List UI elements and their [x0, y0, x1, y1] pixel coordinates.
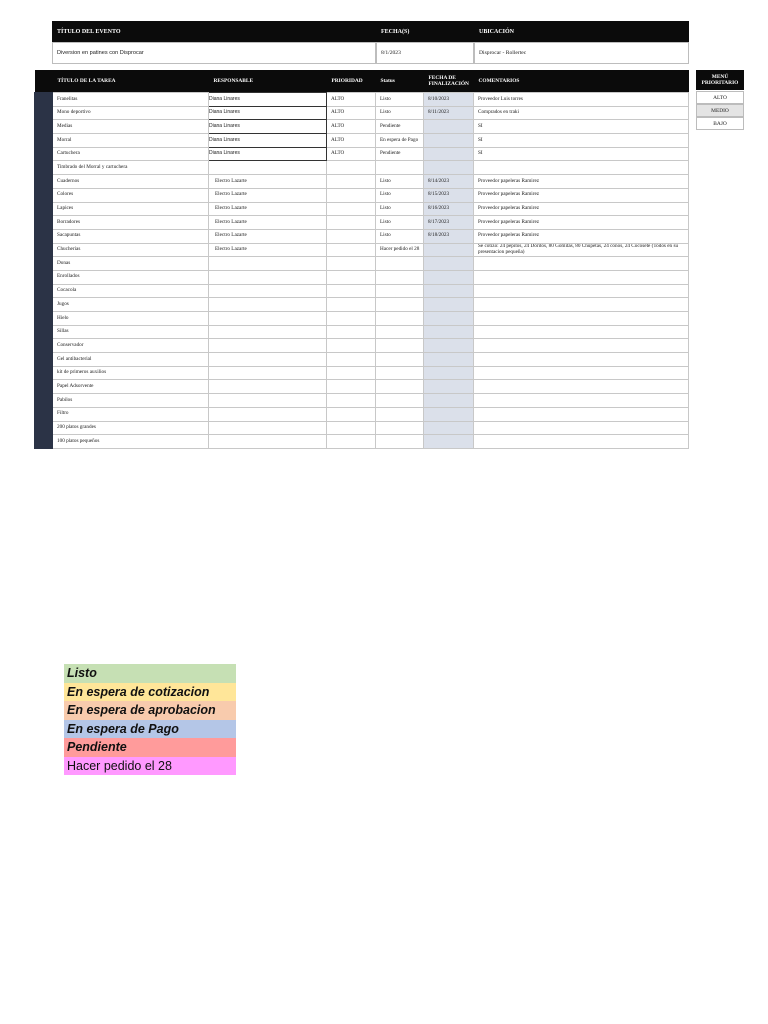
status-cell[interactable] [376, 284, 424, 298]
end-date-cell[interactable] [424, 270, 474, 284]
row-number-cell[interactable] [35, 407, 53, 421]
owner-cell[interactable]: Diana Linares [209, 147, 327, 161]
end-date-cell[interactable]: 8/18/2023 [424, 229, 474, 243]
priority-cell[interactable] [327, 216, 376, 230]
task-title-cell[interactable]: Morral [53, 134, 209, 148]
status-cell[interactable] [376, 421, 424, 435]
priority-cell[interactable] [327, 380, 376, 394]
owner-cell[interactable]: Electro Lazarte [209, 229, 327, 243]
task-title-cell[interactable]: Enrollados [53, 270, 209, 284]
task-title-cell[interactable]: Medias [53, 120, 209, 134]
comment-cell[interactable] [474, 161, 689, 175]
end-date-cell[interactable]: 8/15/2023 [424, 188, 474, 202]
task-title-cell[interactable]: Lapices [53, 202, 209, 216]
table-row [35, 380, 689, 394]
end-date-cell[interactable] [424, 257, 474, 271]
row-number-cell[interactable] [35, 202, 53, 216]
owner-cell[interactable] [209, 421, 327, 435]
status-cell[interactable] [376, 435, 424, 449]
owner-cell[interactable]: Diana Linares [209, 93, 327, 107]
task-title-cell[interactable]: Borradores [53, 216, 209, 230]
comment-cell[interactable] [474, 312, 689, 326]
owner-header: RESPONSABLE [209, 70, 327, 93]
table-row [35, 188, 689, 202]
table-row [35, 353, 689, 367]
priority-cell[interactable] [327, 325, 376, 339]
owner-cell[interactable] [209, 284, 327, 298]
row-number-cell[interactable] [35, 120, 53, 134]
table-row [35, 298, 689, 312]
owner-cell[interactable] [209, 366, 327, 380]
task-title-cell[interactable]: Filtro [53, 407, 209, 421]
table-row [35, 366, 689, 380]
end-date-cell[interactable]: 8/14/2023 [424, 175, 474, 189]
status-cell[interactable]: Listo [376, 202, 424, 216]
row-number-cell[interactable] [35, 106, 53, 120]
end-date-cell[interactable] [424, 243, 474, 257]
status-cell[interactable] [376, 325, 424, 339]
row-number-cell[interactable] [35, 93, 53, 107]
end-date-cell[interactable] [424, 353, 474, 367]
status-header: Status [376, 70, 424, 93]
table-row [35, 421, 689, 435]
owner-cell[interactable]: Diana Linares [209, 120, 327, 134]
event-date-value: 8/1/2023 [376, 42, 474, 64]
task-title-header: TÍTULO DE LA TAREA [53, 70, 209, 93]
legend-listo: Listo [64, 664, 236, 683]
legend-hacer-pedido: Hacer pedido el 28 [64, 757, 236, 776]
row-number-cell[interactable] [35, 134, 53, 148]
comment-cell[interactable]: SI [474, 134, 689, 148]
row-number-cell[interactable] [35, 421, 53, 435]
table-row [35, 257, 689, 271]
legend-espera-aprobacion: En espera de aprobacion [64, 701, 236, 720]
end-date-cell[interactable] [424, 435, 474, 449]
end-date-cell[interactable]: 8/10/2023 [424, 93, 474, 107]
task-title-cell[interactable]: Donas [53, 257, 209, 271]
comment-cell[interactable] [474, 407, 689, 421]
comment-cell[interactable] [474, 380, 689, 394]
comment-cell[interactable] [474, 394, 689, 408]
end-date-cell[interactable] [424, 339, 474, 353]
task-title-cell[interactable]: Sacapuntas [53, 229, 209, 243]
status-cell[interactable] [376, 394, 424, 408]
row-number-cell[interactable] [35, 394, 53, 408]
owner-cell[interactable]: Electro Lazarte [209, 202, 327, 216]
comment-cell[interactable] [474, 257, 689, 271]
priority-cell[interactable] [327, 366, 376, 380]
status-cell[interactable]: Hacer pedido el 28 [376, 243, 424, 257]
comment-cell[interactable] [474, 325, 689, 339]
task-title-cell[interactable]: Franelitas [53, 93, 209, 107]
owner-cell[interactable] [209, 312, 327, 326]
task-table-body [35, 93, 689, 449]
priority-cell[interactable] [327, 188, 376, 202]
end-date-cell[interactable] [424, 312, 474, 326]
task-title-cell[interactable]: kit de primeros auxilios [53, 366, 209, 380]
owner-cell[interactable] [209, 270, 327, 284]
owner-cell[interactable] [209, 380, 327, 394]
comment-cell[interactable]: SI [474, 147, 689, 161]
legend-pendiente: Pendiente [64, 738, 236, 757]
table-row [35, 134, 689, 148]
task-title-cell[interactable]: 200 platos grandes [53, 421, 209, 435]
owner-cell[interactable] [209, 394, 327, 408]
comment-cell[interactable] [474, 284, 689, 298]
owner-cell[interactable] [209, 325, 327, 339]
table-row [35, 407, 689, 421]
end-date-cell[interactable] [424, 325, 474, 339]
row-number-cell[interactable] [35, 229, 53, 243]
status-cell[interactable] [376, 161, 424, 175]
priority-cell[interactable] [327, 407, 376, 421]
priority-cell[interactable] [327, 421, 376, 435]
row-number-cell[interactable] [35, 366, 53, 380]
table-row [35, 229, 689, 243]
priority-cell[interactable] [327, 257, 376, 271]
owner-cell[interactable] [209, 298, 327, 312]
status-cell[interactable] [376, 353, 424, 367]
priority-menu [696, 70, 744, 130]
comment-cell[interactable]: SI [474, 120, 689, 134]
event-title-value: Diversion en patines con Disprocar [52, 42, 376, 64]
priority-cell[interactable] [327, 284, 376, 298]
task-title-cell[interactable]: Sillas [53, 325, 209, 339]
table-row [35, 202, 689, 216]
end-date-cell[interactable] [424, 394, 474, 408]
comment-cell[interactable] [474, 435, 689, 449]
event-location-header: UBICACIÓN [474, 21, 689, 42]
table-row [35, 175, 689, 189]
task-title-cell[interactable]: Chucherias [53, 243, 209, 257]
priority-cell[interactable] [327, 339, 376, 353]
task-title-cell[interactable]: Timbrado del Morral y cartuchera [53, 161, 209, 175]
status-cell[interactable] [376, 257, 424, 271]
status-cell[interactable]: Pendiente [376, 120, 424, 134]
task-table-header-row [35, 70, 689, 93]
status-cell[interactable]: Listo [376, 216, 424, 230]
task-title-cell[interactable]: Colores [53, 188, 209, 202]
priority-cell[interactable] [327, 175, 376, 189]
status-cell[interactable]: Listo [376, 106, 424, 120]
table-row [35, 435, 689, 449]
end-date-cell[interactable] [424, 366, 474, 380]
row-number-cell[interactable] [35, 298, 53, 312]
task-title-cell[interactable]: Cuadernos [53, 175, 209, 189]
end-date-cell[interactable]: 8/11/2023 [424, 106, 474, 120]
owner-cell[interactable] [209, 339, 327, 353]
end-date-cell[interactable] [424, 380, 474, 394]
row-number-cell[interactable] [35, 284, 53, 298]
comment-cell[interactable]: Proveedor papeleras Ramirez [474, 229, 689, 243]
table-row [35, 325, 689, 339]
row-number-cell[interactable] [35, 312, 53, 326]
task-table [34, 70, 689, 449]
task-title-cell[interactable]: Papel Adsorvente [53, 380, 209, 394]
priority-cell[interactable]: ALTO [327, 120, 376, 134]
owner-cell[interactable]: Electro Lazarte [209, 216, 327, 230]
owner-cell[interactable]: Electro Lazarte [209, 243, 327, 257]
owner-cell[interactable] [209, 161, 327, 175]
table-row [35, 106, 689, 120]
end-date-cell[interactable] [424, 161, 474, 175]
owner-cell[interactable]: Diana Linares [209, 134, 327, 148]
row-number-cell[interactable] [35, 257, 53, 271]
owner-cell[interactable] [209, 353, 327, 367]
row-number-cell[interactable] [35, 353, 53, 367]
priority-cell[interactable] [327, 243, 376, 257]
table-row [35, 147, 689, 161]
table-row [35, 394, 689, 408]
task-title-cell[interactable]: 100 platos pequeños [53, 435, 209, 449]
priority-option-bajo[interactable]: BAJO [696, 117, 744, 130]
status-cell[interactable] [376, 270, 424, 284]
status-cell[interactable]: Pendiente [376, 147, 424, 161]
end-date-cell[interactable]: 8/17/2023 [424, 216, 474, 230]
owner-cell[interactable] [209, 257, 327, 271]
status-cell[interactable]: Listo [376, 188, 424, 202]
row-number-cell[interactable] [35, 175, 53, 189]
table-row [35, 93, 689, 107]
row-number-cell[interactable] [35, 435, 53, 449]
status-cell[interactable] [376, 366, 424, 380]
priority-cell[interactable] [327, 202, 376, 216]
comment-cell[interactable]: Proveedor Luis torres [474, 93, 689, 107]
priority-cell[interactable]: ALTO [327, 147, 376, 161]
priority-cell[interactable] [327, 161, 376, 175]
status-cell[interactable]: Listo [376, 175, 424, 189]
task-title-cell[interactable]: Mono deportivo [53, 106, 209, 120]
task-title-cell[interactable]: Hielo [53, 312, 209, 326]
owner-cell[interactable]: Electro Lazarte [209, 188, 327, 202]
row-number-cell[interactable] [35, 216, 53, 230]
status-cell[interactable] [376, 380, 424, 394]
row-number-cell[interactable] [35, 339, 53, 353]
comment-cell[interactable]: Proveedor papeleras Ramirez [474, 202, 689, 216]
end-date-cell[interactable]: 8/16/2023 [424, 202, 474, 216]
priority-header: PRIORIDAD [327, 70, 376, 93]
priority-menu-header: MENÚ PRIORITARIO [696, 70, 744, 90]
end-date-cell[interactable] [424, 407, 474, 421]
comment-cell[interactable] [474, 366, 689, 380]
table-row [35, 339, 689, 353]
event-date-header: FECHA(S) [376, 21, 474, 42]
task-title-cell[interactable]: Gel antibacterial [53, 353, 209, 367]
task-title-cell[interactable]: Pabilos [53, 394, 209, 408]
priority-cell[interactable]: ALTO [327, 106, 376, 120]
table-row [35, 161, 689, 175]
priority-cell[interactable]: ALTO [327, 93, 376, 107]
comment-cell[interactable]: Proveedor papeleras Ramirez [474, 216, 689, 230]
end-date-header: FECHA DE FINALIZACIÓN [424, 70, 474, 93]
end-date-cell[interactable] [424, 134, 474, 148]
end-date-cell[interactable] [424, 147, 474, 161]
table-row [35, 243, 689, 257]
task-title-cell[interactable]: Cartuchera [53, 147, 209, 161]
task-title-cell[interactable]: Conservador [53, 339, 209, 353]
row-number-header [35, 70, 53, 93]
comment-cell[interactable]: Proveedor papeleras Ramirez [474, 175, 689, 189]
comment-cell[interactable] [474, 353, 689, 367]
table-row [35, 312, 689, 326]
end-date-cell[interactable] [424, 298, 474, 312]
status-cell[interactable] [376, 339, 424, 353]
status-cell[interactable] [376, 298, 424, 312]
priority-option-medio[interactable]: MEDIO [696, 104, 744, 117]
task-title-cell[interactable]: Jugos [53, 298, 209, 312]
comments-header: COMENTARIOS [474, 70, 689, 93]
legend-espera-pago: En espera de Pago [64, 720, 236, 739]
owner-cell[interactable]: Diana Linares [209, 106, 327, 120]
table-row [35, 120, 689, 134]
comment-cell[interactable]: Se cotizo: 24 pepitos, 24 Doritos, 80 Gomitas, 80 Chupetas, 24 conos, 24 Cocosete (Todos en su presentacion pequeña) [474, 243, 689, 257]
end-date-cell[interactable] [424, 120, 474, 134]
priority-cell[interactable] [327, 312, 376, 326]
event-title-header: TÍTULO DEL EVENTO [52, 21, 376, 42]
owner-cell[interactable] [209, 435, 327, 449]
priority-cell[interactable] [327, 394, 376, 408]
priority-cell[interactable] [327, 435, 376, 449]
status-legend [64, 664, 236, 775]
table-row [35, 216, 689, 230]
table-row [35, 284, 689, 298]
event-location-value: Disprocar - Rollertec [474, 42, 689, 64]
priority-cell[interactable] [327, 270, 376, 284]
priority-cell[interactable] [327, 298, 376, 312]
status-cell[interactable]: En espera de Pago [376, 134, 424, 148]
row-number-cell[interactable] [35, 161, 53, 175]
comment-cell[interactable]: Proveedor papeleras Ramirez [474, 188, 689, 202]
table-row [35, 270, 689, 284]
status-cell[interactable] [376, 407, 424, 421]
legend-espera-cotizacion: En espera de cotizacion [64, 683, 236, 702]
status-cell[interactable] [376, 312, 424, 326]
priority-cell[interactable] [327, 229, 376, 243]
row-number-cell[interactable] [35, 380, 53, 394]
priority-cell[interactable] [327, 353, 376, 367]
comment-cell[interactable] [474, 298, 689, 312]
end-date-cell[interactable] [424, 284, 474, 298]
comment-cell[interactable] [474, 339, 689, 353]
row-number-cell[interactable] [35, 243, 53, 257]
end-date-cell[interactable] [424, 421, 474, 435]
status-cell[interactable]: Listo [376, 93, 424, 107]
comment-cell[interactable]: Comprados en traki [474, 106, 689, 120]
status-cell[interactable]: Listo [376, 229, 424, 243]
owner-cell[interactable]: Electro Lazarte [209, 175, 327, 189]
comment-cell[interactable] [474, 270, 689, 284]
row-number-cell[interactable] [35, 188, 53, 202]
row-number-cell[interactable] [35, 325, 53, 339]
row-number-cell[interactable] [35, 270, 53, 284]
comment-cell[interactable] [474, 421, 689, 435]
priority-option-alto[interactable]: ALTO [696, 91, 744, 104]
task-title-cell[interactable]: Cocacola [53, 284, 209, 298]
owner-cell[interactable] [209, 407, 327, 421]
row-number-cell[interactable] [35, 147, 53, 161]
priority-cell[interactable]: ALTO [327, 134, 376, 148]
